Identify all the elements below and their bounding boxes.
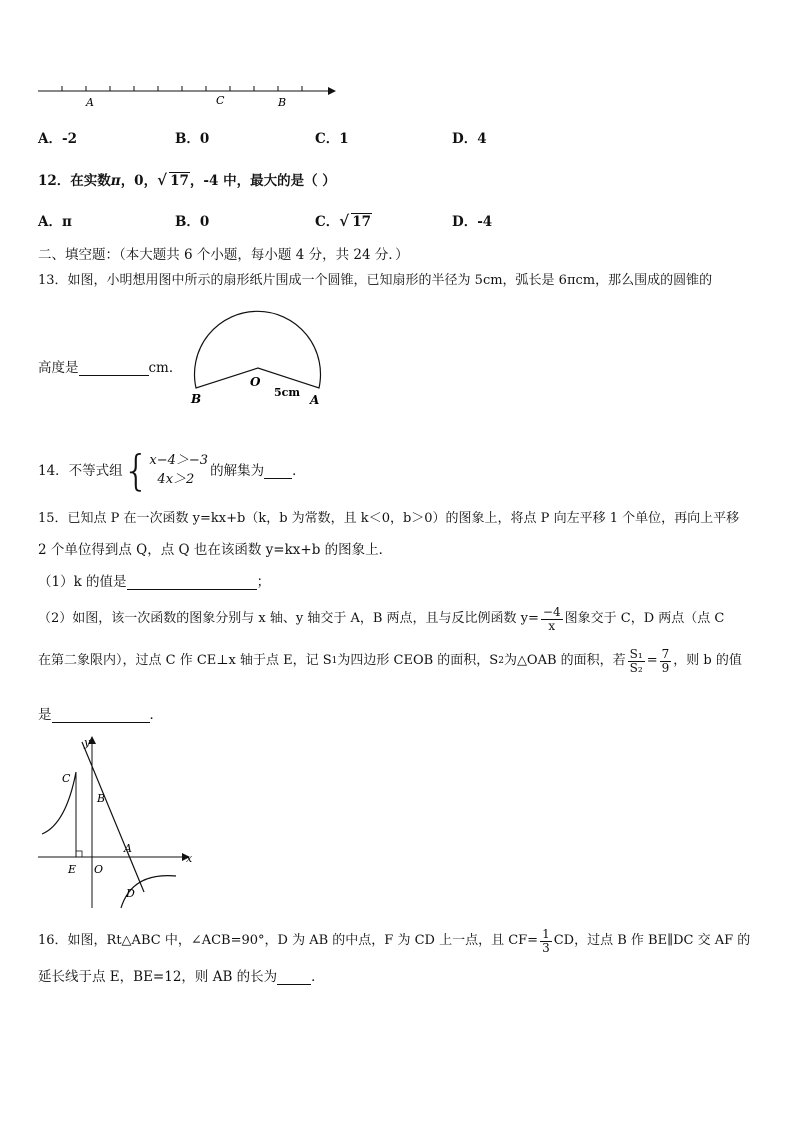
q12-option-b: B．0 [175, 214, 210, 230]
q12-option-c: C． √ 17 [315, 212, 372, 230]
answer-blank [127, 575, 257, 590]
inequality-system: x−4＞−3 4x＞2 [149, 453, 209, 487]
q15-part2: （2）如图，该一次函数的图象分别与 x 轴、y 轴交于 A，B 两点，且与反比例函数 y= $\frac{-4}{x}$ 图象交于 C，D 两点（点 C [38, 605, 725, 633]
q11-option-a: A．-2 [38, 131, 77, 147]
q11-option-c: C．1 [315, 131, 349, 147]
q15-line2: 2 个单位得到点 Q，点 Q 也在该函数 y=kx+b 的图象上． [38, 542, 393, 558]
point-label-a: A [124, 842, 132, 855]
q14-stem: 14．不等式组 { x−4＞−3 4x＞2 的解集为 ． [38, 446, 306, 495]
q12-option-a: A．π [38, 214, 72, 230]
q15-part1: （1）k 的值是 ； [38, 574, 271, 590]
number-line-figure [36, 80, 336, 110]
q16-line1: 16．如图，Rt△ABC 中，∠ACB=90°，D 为 AB 的中点，F 为 CD 上一点，且 CF= $\frac{1}{3}$ CD，过点 B 作 BE∥DC 交 AF 的 [38, 927, 751, 955]
point-label-b: B [97, 792, 106, 805]
answer-blank [52, 708, 150, 723]
sector-figure [186, 300, 336, 408]
ratio-fraction: $\frac{\text{S₁}}{\text{S₂}}$ [629, 647, 643, 675]
answer-blank [79, 361, 149, 376]
q15-line1: 15．已知点 P 在一次函数 y=kx+b（k，b 为常数，且 k＜0，b＞0）的图象上，将点 P 向左平移 1 个单位，再向上平移 [38, 511, 740, 526]
q13-stem: 13．如图，小明想用图中所示的扇形纸片围成一个圆锥，已知扇形的半径为 5cm，弧长是 6πcm，那么围成的圆锥的 [38, 273, 713, 288]
sector-center-label: O [250, 375, 261, 389]
point-label-c: C [216, 94, 225, 107]
coordinate-figure [36, 732, 196, 912]
q12-stem: 12．在实数π，0， √ 17，-4 中，最大的是（ ） [38, 171, 336, 189]
answer-blank [277, 970, 311, 985]
fraction: $\frac{-4}{x}$ [542, 605, 561, 633]
q15-line6: 是 ． [38, 707, 163, 723]
point-label-o: O [94, 863, 104, 876]
one-third-fraction: $\frac{1}{3}$ [542, 927, 550, 955]
point-label-d: D [126, 887, 135, 900]
point-label-c: C [62, 772, 71, 785]
axis-label-x: x [186, 852, 193, 865]
axis-label-y: y [84, 736, 91, 749]
brace: { [122, 446, 150, 495]
q15-line5: 在第二象限内），过点 C 作 CE⊥x 轴于点 E，记 S 1 为四边形 CEOB 的面积，S 2 为△OAB 的面积，若 $\frac{\text{S₁}}{\text{S₂}}$ = $\frac{7}{9}$ ，则 b 的值 [38, 647, 742, 675]
sector-radius-label: 5cm [274, 386, 300, 399]
sector-point-a: A [310, 393, 320, 407]
section-header-fill-blank: 二、填空题：（本大题共 6 个小题，每小题 4 分，共 24 分．） [38, 247, 409, 263]
value-fraction: $\frac{7}{9}$ [661, 647, 670, 675]
q11-option-d: D．4 [452, 131, 487, 147]
point-label-a: A [86, 96, 94, 109]
q16-line2: 延长线于点 E，BE=12，则 AB 的长为 ． [38, 969, 325, 985]
sector-point-b: B [191, 392, 202, 406]
point-label-b: B [278, 96, 287, 109]
sqrt-17: √ 17 [157, 171, 189, 189]
q13-answer-line: 高度是 cm． [38, 360, 183, 376]
q12-option-d: D．-4 [452, 214, 493, 230]
answer-blank [264, 464, 292, 479]
q11-option-b: B．0 [175, 131, 210, 147]
point-label-e: E [68, 863, 77, 876]
